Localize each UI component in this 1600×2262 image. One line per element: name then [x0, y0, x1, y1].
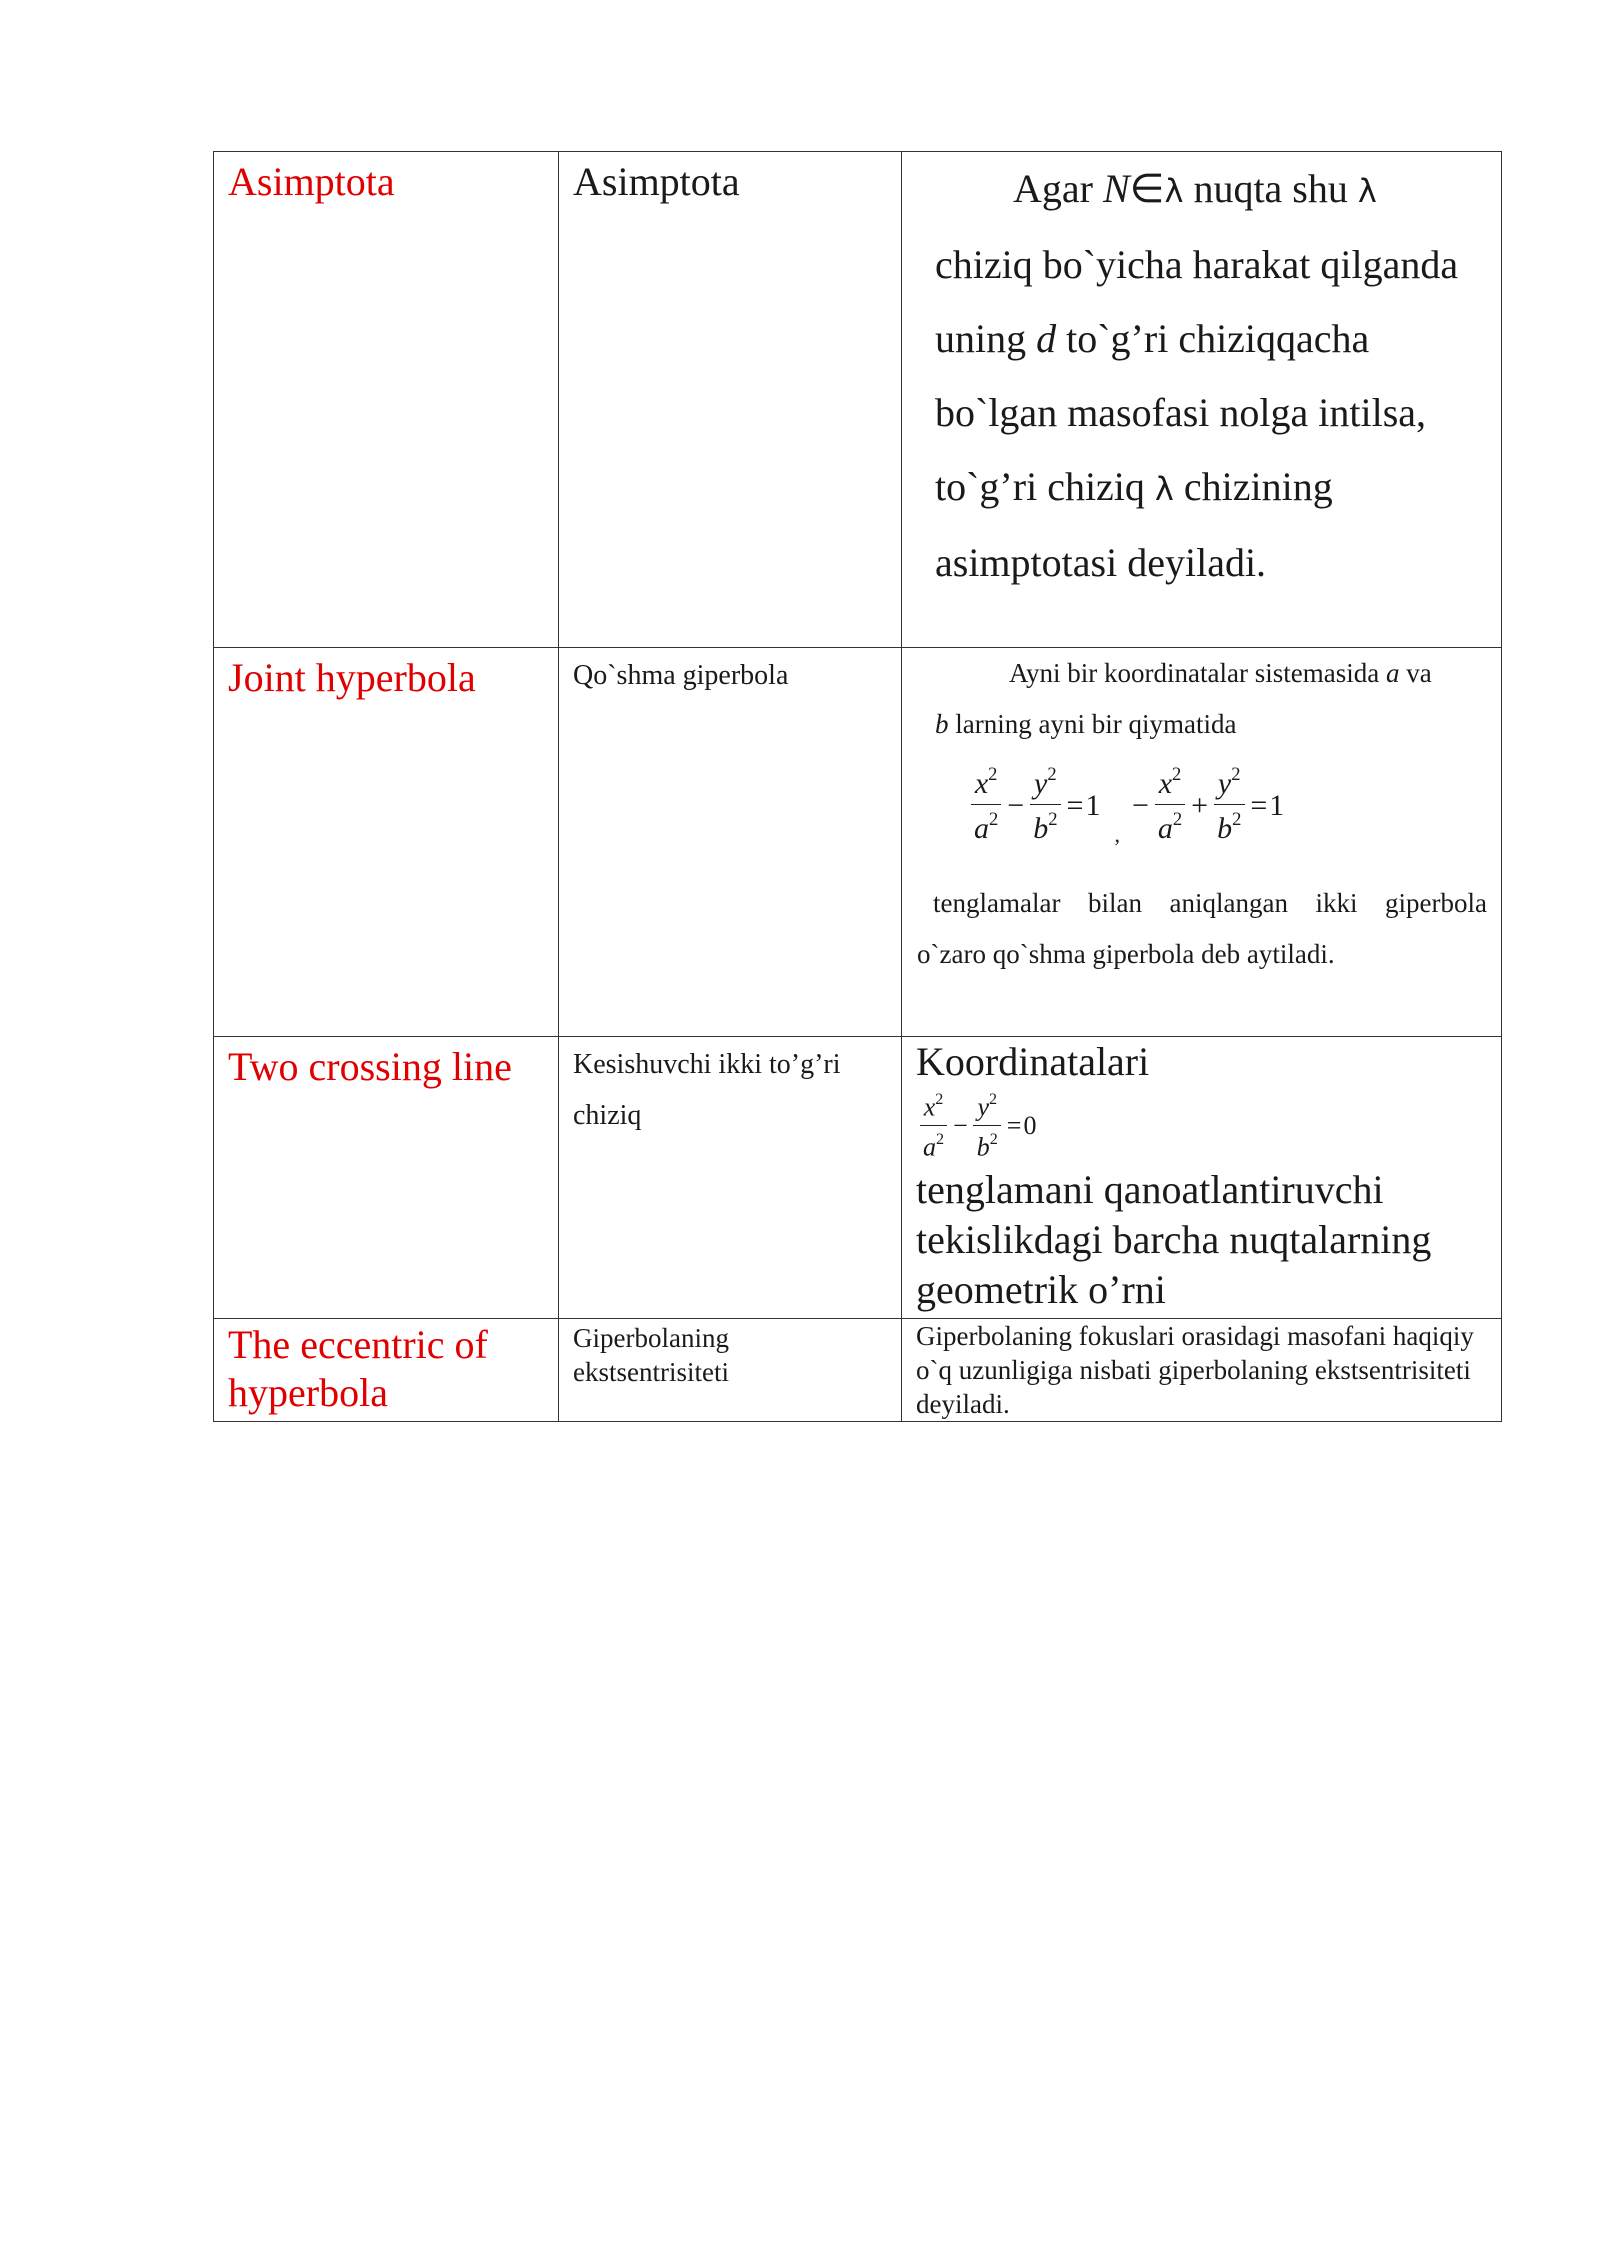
- table-row: [214, 1037, 1502, 1319]
- hyperbola-equations: $\frac{x^2}{a^2}$ − $\frac{y^2}{b^2}$ = 1 , − $\frac{x^2}{a^2}$ + $\frac{y^2}{b^2}$ = 1: [917, 750, 1487, 860]
- definition-cell: [902, 648, 1502, 1037]
- definition-cell: [902, 1319, 1502, 1422]
- table-row: [214, 1319, 1502, 1422]
- term-en-cell: [214, 648, 559, 1037]
- definition: Agar N∈λ nuqta shu λ chiziq bo`yicha harakat qilganda uning d to`g’ri chiziqqacha bo`lgan masofasi nolga intilsa, to`g’ri chiziq λ chizining asimptotasi deyiladi.: [935, 166, 1459, 585]
- term-en: Joint hyperbola: [228, 655, 476, 700]
- lambda-symbol: λ: [1164, 172, 1184, 210]
- line-pair-equation: $\frac{x^2}{a^2}$ − $\frac{y^2}{b^2}$ = 0: [916, 1087, 1491, 1165]
- term-en-cell: [214, 152, 559, 648]
- lambda-symbol: λ: [1154, 470, 1174, 508]
- term-en-cell: [214, 1037, 559, 1319]
- term-uz-cell: [559, 1037, 902, 1319]
- definition: Koordinatalari $\frac{x^2}{a^2}$ − $\frac{y^2}{b^2}$ = 0 tenglamani qanoatlantiruvchi tekislikdagi barcha nuqtalarning geometrik o’rni: [902, 1037, 1501, 1315]
- term-uz-cell: [559, 1319, 902, 1422]
- term-uz-cell: [559, 648, 902, 1037]
- term-en: The eccentric of hyperbola: [228, 1322, 488, 1415]
- term-en: Asimptota: [228, 159, 395, 204]
- table-row: [214, 152, 1502, 648]
- term-en-cell: [214, 1319, 559, 1422]
- term-uz-cell: [559, 152, 902, 648]
- definition: Ayni bir koordinatalar sistemasida a va b larning ayni bir qiymatida $\frac{x^2}{a^2}$ − $\frac{y^2}{b^2}$ = 1 , − $\frac{x^2}{a^2}$ + $\frac{y^2}{b^2}$ = 1 tenglamalar bilan aniqlangan ikki giperbola o`zaro qo`shma giperbola deb aytiladi.: [917, 658, 1487, 969]
- definition-cell: [902, 152, 1502, 648]
- term-uz: Kesishuvchi ikki to’g’ri chiziq: [573, 1049, 841, 1131]
- table-row: [214, 648, 1502, 1037]
- definition: Giperbolaning fokuslari orasidagi masofani haqiqiy o`q uzunligiga nisbati giperbolaning ekstsentrisiteti deyiladi.: [916, 1321, 1474, 1419]
- definition-cell: [902, 1037, 1502, 1319]
- lambda-symbol: λ: [1357, 172, 1377, 210]
- glossary-table: [213, 151, 1502, 1422]
- term-en: Two crossing line: [228, 1044, 512, 1089]
- term-uz: Giperbolaning ekstsentrisiteti: [573, 1323, 729, 1387]
- term-uz: Asimptota: [573, 159, 740, 204]
- term-uz: Qo`shma giperbola: [573, 660, 789, 691]
